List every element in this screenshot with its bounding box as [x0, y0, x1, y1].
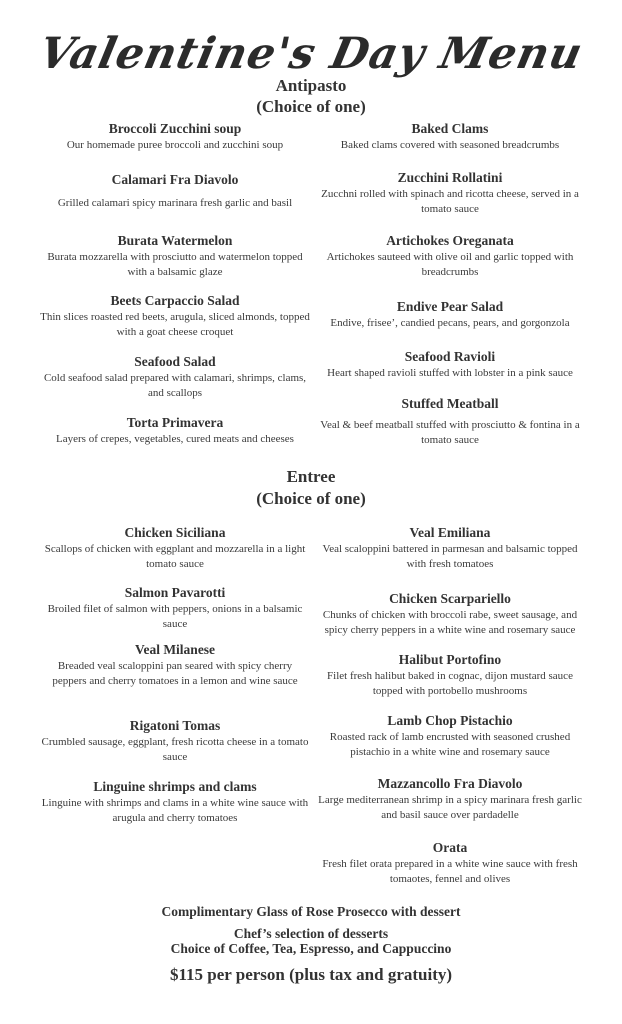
- menu-item-desc: Artichokes sauteed with olive oil and garlic topped with breadcrumbs: [326, 251, 574, 278]
- menu-item-name: Rigatoni Tomas: [129, 718, 221, 733]
- menu-item-name: Broccoli Zucchini soup: [108, 121, 242, 136]
- menu-item-name: Torta Primavera: [126, 415, 224, 430]
- menu-item-name: Stuffed Meatball: [401, 396, 499, 411]
- menu-item: [40, 172, 310, 211]
- menu-item: [312, 840, 588, 887]
- menu-item-name: Calamari Fra Diavolo: [111, 172, 239, 187]
- menu-title: Valentine's Day Menu: [34, 29, 588, 79]
- menu-item-desc: Baked clams covered with seasoned breadcrumbs: [340, 139, 560, 151]
- menu-item-desc: Crumbled sausage, eggplant, fresh ricotta cheese in a tomato sauce: [41, 736, 309, 763]
- menu-item: [312, 299, 588, 331]
- menu-item-name: Beets Carpaccio Salad: [110, 293, 240, 308]
- menu-item-desc: Fresh filet orata prepared in a white wine sauce with fresh tomaotes, fennel and olives: [322, 858, 578, 885]
- menu-item: [40, 293, 310, 340]
- coffee-note: Choice of Coffee, Tea, Espresso, and Cappuccino: [170, 941, 452, 956]
- menu-item-name: Salmon Pavarotti: [124, 585, 226, 600]
- menu-item-name: Baked Clams: [411, 121, 489, 136]
- menu-item-name: Seafood Ravioli: [404, 349, 496, 364]
- menu-item-desc: Chunks of chicken with broccoli rabe, sweet sausage, and spicy cherry peppers in a white wine and rosemary sauce: [322, 609, 578, 636]
- entree-choice: (Choice of one): [256, 489, 366, 508]
- menu-item: [40, 642, 310, 689]
- menu-item-name: Halibut Portofino: [398, 652, 502, 667]
- menu-item: [312, 349, 588, 381]
- menu-item-desc: Veal scaloppini battered in parmesan and balsamic topped with fresh tomatoes: [322, 543, 578, 570]
- menu-item: [40, 415, 310, 447]
- menu-item: [312, 591, 588, 638]
- menu-item-desc: Filet fresh halibut baked in cognac, dijon mustard sauce topped with portobello mushrooms: [327, 670, 573, 697]
- menu-item-name: Endive Pear Salad: [396, 299, 504, 314]
- menu-item: [312, 776, 588, 823]
- menu-item: [40, 233, 310, 280]
- menu-item: [40, 779, 310, 826]
- menu-item-desc: Grilled calamari spicy marinara fresh garlic and basil: [57, 197, 293, 209]
- menu-item-desc: Thin slices roasted red beets, arugula, sliced almonds, topped with a goat cheese croquet: [40, 311, 310, 338]
- menu-item-desc: Roasted rack of lamb encrusted with seasoned crushed pistachio in a white wine and rosemary sauce: [329, 731, 571, 758]
- menu-item-name: Veal Emiliana: [409, 525, 491, 540]
- menu-item: [312, 233, 588, 280]
- menu-item-name: Burata Watermelon: [117, 233, 233, 248]
- menu-item-desc: Large mediterranean shrimp in a spicy marinara fresh garlic and basil sauce over pardadelle: [318, 794, 582, 821]
- menu-item-name: Mazzancollo Fra Diavolo: [377, 776, 523, 791]
- menu-item-name: Lamb Chop Pistachio: [387, 713, 513, 728]
- menu-item-name: Chicken Siciliana: [124, 525, 226, 540]
- menu-item-desc: Our homemade puree broccoli and zucchini soup: [66, 139, 284, 151]
- menu-item-name: Seafood Salad: [134, 354, 216, 369]
- menu-item: [312, 396, 588, 448]
- menu-item: [312, 170, 588, 217]
- menu-item-desc: Broiled filet of salmon with peppers, onions in a balsamic sauce: [47, 603, 303, 630]
- menu-item: [312, 652, 588, 699]
- menu-item: [40, 585, 310, 632]
- menu-item-name: Artichokes Oreganata: [386, 233, 514, 248]
- menu-item: [40, 354, 310, 401]
- menu-item-name: Orata: [432, 840, 468, 855]
- menu-item: [40, 718, 310, 765]
- entree-heading: Entree: [286, 467, 336, 486]
- menu-item-name: Zucchini Rollatini: [397, 170, 503, 185]
- dessert-note: Chef’s selection of desserts: [233, 926, 389, 941]
- menu-item-name: Veal Milanese: [134, 642, 216, 657]
- menu-item-desc: Zucchni rolled with spinach and ricotta cheese, served in a tomato sauce: [321, 188, 579, 215]
- menu-item: [312, 525, 588, 572]
- menu-item-desc: Layers of crepes, vegetables, cured meats and cheeses: [56, 433, 294, 445]
- antipasto-choice: (Choice of one): [256, 97, 366, 116]
- menu-item: [312, 713, 588, 760]
- menu-item-name: Linguine shrimps and clams: [93, 779, 257, 794]
- menu-item-desc: Burata mozzarella with prosciutto and watermelon topped with a balsamic glaze: [47, 251, 303, 278]
- menu-item-desc: Linguine with shrimps and clams in a white wine sauce with arugula and cherry tomatoes: [41, 797, 309, 824]
- menu-item: [312, 121, 588, 153]
- complimentary-note: Complimentary Glass of Rose Prosecco with dessert: [161, 904, 461, 919]
- menu-item-name: Chicken Scarpariello: [389, 591, 511, 606]
- menu-item-desc: Heart shaped ravioli stuffed with lobster in a pink sauce: [327, 367, 573, 379]
- menu-item: [40, 525, 310, 572]
- menu-item-desc: Breaded veal scaloppini pan seared with spicy cherry peppers and cherry tomatoes in a lemon and wine sauce: [52, 660, 298, 687]
- menu-item-desc: Scallops of chicken with eggplant and mozzarella in a light tomato sauce: [44, 543, 306, 570]
- menu-item-desc: Veal & beef meatball stuffed with prosciutto & fontina in a tomato sauce: [320, 419, 580, 446]
- antipasto-heading: Antipasto: [275, 76, 347, 95]
- menu-item-desc: Cold seafood salad prepared with calamari, shrimps, clams, and scallops: [43, 372, 307, 399]
- menu-item: [40, 121, 310, 153]
- price-note: $115 per person (plus tax and gratuity): [169, 965, 453, 984]
- menu-item-desc: Endive, frisee’, candied pecans, pears, and gorgonzola: [330, 317, 570, 329]
